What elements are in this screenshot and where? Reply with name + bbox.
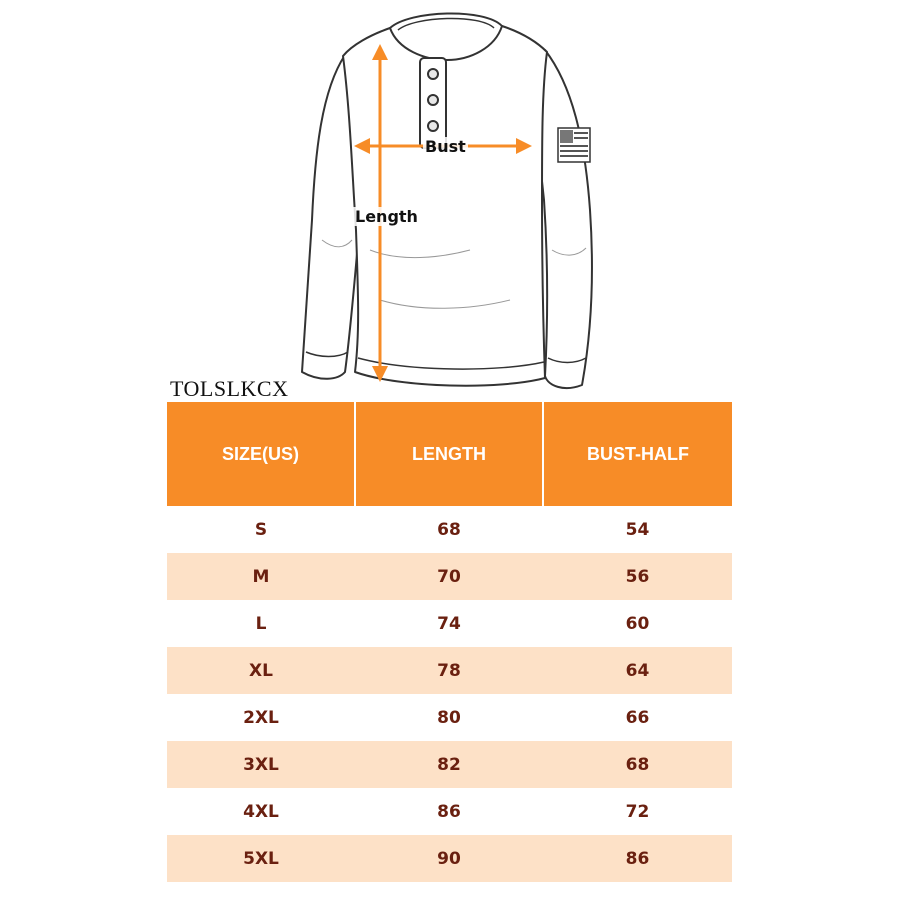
table-row (167, 788, 732, 835)
size-cell: 4XL (167, 788, 355, 835)
table-row (167, 506, 732, 553)
bust-label: Bust (425, 137, 466, 156)
size-cell: 5XL (167, 835, 355, 882)
length-cell: 82 (355, 741, 543, 788)
bust-half-cell: 68 (543, 741, 732, 788)
length-cell: 90 (355, 835, 543, 882)
bust-half-cell: 56 (543, 553, 732, 600)
length-cell: 68 (355, 506, 543, 553)
size-cell: 2XL (167, 694, 355, 741)
button-2 (428, 95, 438, 105)
table-row (167, 694, 732, 741)
size-cell: 3XL (167, 741, 355, 788)
size-cell: L (167, 600, 355, 647)
size-chart-table (167, 402, 732, 882)
table-row (167, 600, 732, 647)
header-length: LENGTH (355, 402, 543, 506)
bust-half-cell: 72 (543, 788, 732, 835)
bust-half-cell: 60 (543, 600, 732, 647)
length-label: Length (355, 207, 418, 226)
length-cell: 86 (355, 788, 543, 835)
table-row (167, 741, 732, 788)
header-bust-half: BUST-HALF (543, 402, 732, 506)
header-row (167, 402, 732, 506)
table-row (167, 835, 732, 882)
table-row (167, 647, 732, 694)
table-row (167, 553, 732, 600)
length-cell: 70 (355, 553, 543, 600)
length-cell: 78 (355, 647, 543, 694)
bust-half-cell: 66 (543, 694, 732, 741)
button-1 (428, 69, 438, 79)
length-cell: 74 (355, 600, 543, 647)
size-cell: M (167, 553, 355, 600)
length-cell: 80 (355, 694, 543, 741)
bust-half-cell: 64 (543, 647, 732, 694)
bust-half-cell: 54 (543, 506, 732, 553)
size-cell: XL (167, 647, 355, 694)
flag-patch-icon (558, 128, 590, 162)
header-size: SIZE(US) (167, 402, 355, 506)
shirt-illustration (0, 0, 900, 395)
bust-half-cell: 86 (543, 835, 732, 882)
button-3 (428, 121, 438, 131)
brand-name: TOLSLKCX (170, 376, 289, 401)
size-cell: S (167, 506, 355, 553)
